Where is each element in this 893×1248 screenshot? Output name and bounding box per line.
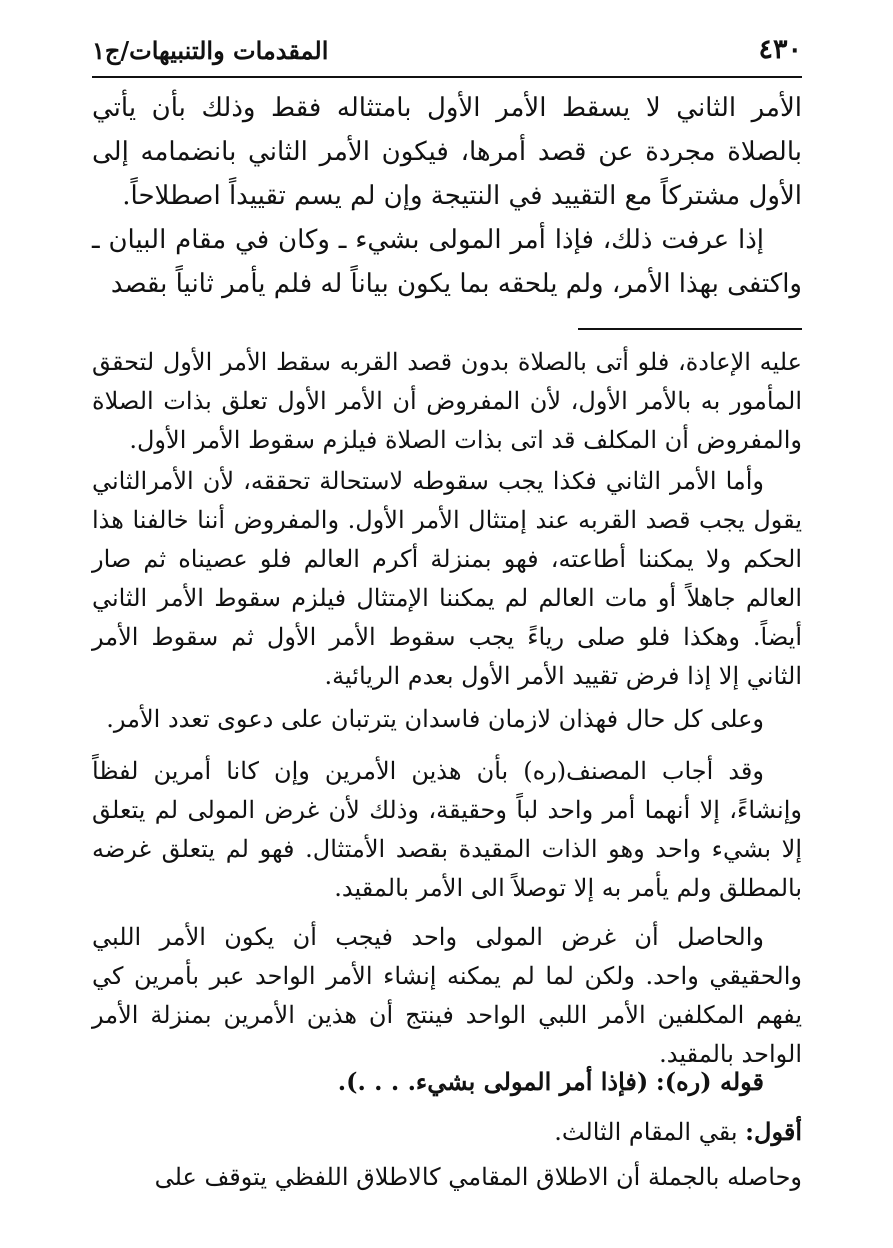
last-line: وحاصله بالجملة أن الاطلاق المقامي كالاطلاق اللفظي يتوقف على: [154, 1163, 802, 1191]
page-header: [92, 26, 802, 76]
main-paragraph-2: إذا عرفت ذلك، فإذا أمر المولى بشيء ـ وكان في مقام البيان ـ واكتفى بهذا الأمر، ولم يلحقه بما يكون بياناً له فلم يأمر ثانياً بقصد: [92, 225, 802, 299]
aqul-label: أقول:: [745, 1117, 802, 1146]
running-title: المقدمات والتنبيهات/ج١: [92, 36, 329, 65]
note-paragraph-4: وقد أجاب المصنف(ره) بأن هذين الأمرين وإن كانا أمرين لفظاً وإنشاءً، إلا أنهما أمر واحد لباً وحقيقة، وذلك لأن غرض المولى لم يتعلق إلا بشيء واحد وهو الذات المقيدة بقصد الأمتثال. فهو لم يتعلق غرضه بالمطلق ولم يأمر به إلا توصلاً الى الأمر بالمقيد.: [92, 757, 802, 902]
quote-text: (فإذا أمر المولى بشيء. . . .).: [337, 1067, 649, 1096]
main-paragraph-1: الأمر الثاني لا يسقط الأمر الأول بامتثاله فقط وذلك بأن يأتي بالصلاة مجردة عن قصد أمرها، فيكون الأمر الثاني بانضمامه إلى الأول مشتركاً مع التقييد في النتيجة وإن لم يسم تقييداً اصطلاحاً.: [92, 93, 802, 211]
aqul-text: بقي المقام الثالث.: [554, 1118, 738, 1146]
note-paragraph-5: والحاصل أن غرض المولى واحد فيجب أن يكون الأمر اللبي والحقيقي واحد. ولكن لما لم يمكنه إنشاء الأمر الواحد عبر بأمرين كي يفهم المكلفين الأمر اللبي الواحد فينتج أن هذين الأمرين بمنزلة الأمر الواحد بالمقيد.: [92, 923, 803, 1068]
note-paragraph-1: عليه الإعادة، فلو أتى بالصلاة بدون قصد القربه سقط الأمر الأول لتحقق المأمور به بالأمر الأول، لأن المفروض أن الأمر الأول تعلق بذات الصلاة والمفروض أن المكلف قد اتى بذات الصلاة فيلزم سقوط الأمر الأول.: [92, 348, 802, 454]
quote-label: قوله (ره):: [655, 1067, 764, 1096]
quote-line: [92, 1062, 802, 1102]
header-rule: [92, 76, 802, 78]
page-number: ٤٣٠: [758, 34, 802, 65]
note-paragraph-3: وعلى كل حال فهذان لازمان فاسدان يترتبان على دعوى تعدد الأمر.: [106, 705, 764, 733]
note-paragraph-2: وأما الأمر الثاني فكذا يجب سقوطه لاستحالة تحققه، لأن الأمرالثاني يقول يجب قصد القربه عند إمتثال الأمر الأول. والمفروض أننا خالفنا هذا الحكم ولا يمكننا أطاعته، فهو بمنزلة أكرم العالم فلو عصيناه ثم صار العالم جاهلاً أو مات العالم لم يمكننا الإمتثال فيلزم سقوط الأمر الثاني أيضاً. وهكذا فلو صلى رياءً يجب سقوط الأمر الأول ثم سقوط الأمر الثاني إلا إذا فرض تقييد الأمر الأول بعدم الريائية.: [92, 467, 802, 690]
aqul-line: [92, 1112, 802, 1152]
footnote-separator: [578, 328, 802, 330]
